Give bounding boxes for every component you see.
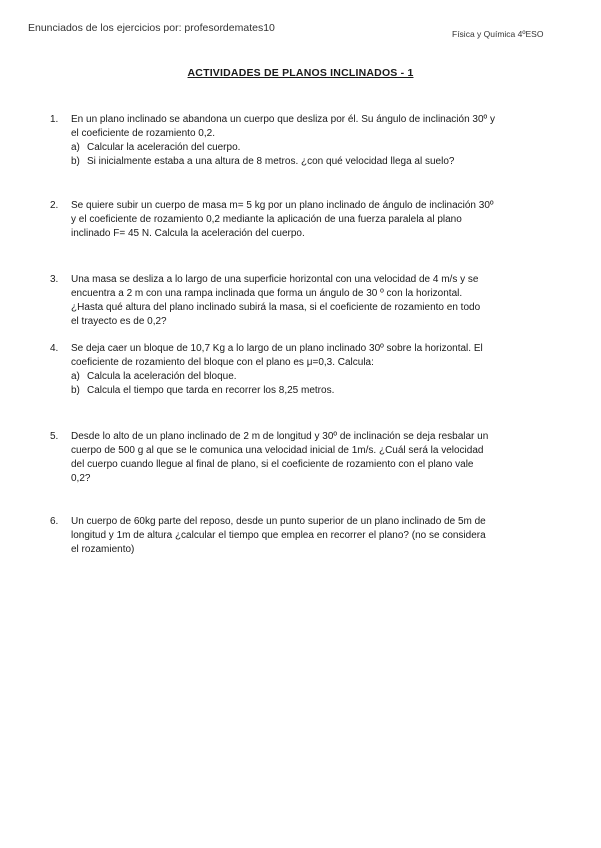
- exercise-subitem-a: a) Calcula la aceleración del bloque.: [71, 371, 237, 382]
- exercise-number: 5.: [50, 431, 59, 442]
- exercise-text-line: el rozamiento): [71, 544, 135, 555]
- exercise-text-line: del cuerpo cuando llegue al final de plano, si el coeficiente de rozamiento con el plano vale: [71, 459, 474, 470]
- exercise-2: [50, 199, 570, 241]
- exercise-6: [50, 515, 570, 557]
- exercise-number: 2.: [50, 200, 59, 211]
- exercise-text-line: el trayecto es de 0,2?: [71, 316, 167, 327]
- exercise-text-line: Un cuerpo de 60kg parte del reposo, desde un punto superior de un plano inclinado de 5m de: [71, 516, 486, 527]
- exercise-text-line: Desde lo alto de un plano inclinado de 2 m de longitud y 30º de inclinación se deja resbalar un: [71, 431, 489, 442]
- exercise-subitem-b: b) Calcula el tiempo que tarda en recorrer los 8,25 metros.: [71, 385, 335, 396]
- exercise-text-line: 0,2?: [71, 473, 91, 484]
- document-header-source: Enunciados de los ejercicios por: profesordemates10: [28, 22, 275, 34]
- page-title: ACTIVIDADES DE PLANOS INCLINADOS - 1: [187, 67, 414, 79]
- exercise-3: [50, 273, 570, 329]
- exercise-text-line: coeficiente de rozamiento del bloque con el plano es μ=0,3. Calcula:: [71, 357, 374, 368]
- exercise-text-line: y el coeficiente de rozamiento 0,2 mediante la aplicación de una fuerza paralela al plano: [71, 214, 462, 225]
- exercise-text-line: longitud y 1m de altura ¿calcular el tiempo que emplea en recorrer el plano? (no se considera: [71, 530, 486, 541]
- exercise-text-line: Se deja caer un bloque de 10,7 Kg a lo largo de un plano inclinado 30º sobre la horizontal. El: [71, 343, 483, 354]
- exercise-5: [50, 430, 570, 486]
- exercise-number: 6.: [50, 516, 59, 527]
- exercise-subitem-a: a) Calcular la aceleración del cuerpo.: [71, 142, 241, 153]
- exercise-4: [50, 342, 570, 398]
- exercise-text-line: Una masa se desliza a lo largo de una superficie horizontal con una velocidad de 4 m/s y se: [71, 274, 479, 285]
- exercise-number: 3.: [50, 274, 59, 285]
- exercise-text-line: inclinado F= 45 N. Calcula la aceleración del cuerpo.: [71, 228, 305, 239]
- exercise-text-line: el coeficiente de rozamiento 0,2.: [71, 128, 215, 139]
- exercise-subitem-b: b) Si inicialmente estaba a una altura de 8 metros. ¿con qué velocidad llega al suelo?: [71, 156, 455, 167]
- exercise-number: 1.: [50, 114, 59, 125]
- document-header-subject: Física y Química 4ºESO: [452, 29, 544, 39]
- exercise-text-line: cuerpo de 500 g al que se le comunica una velocidad inicial de 1m/s. ¿Cuál será la velocidad: [71, 445, 484, 456]
- exercise-text-line: encuentra a 2 m con una rampa inclinada que forma un ángulo de 30 º con la horizontal.: [71, 288, 463, 299]
- exercise-1: [50, 113, 570, 169]
- exercise-text-line: En un plano inclinado se abandona un cuerpo que desliza por él. Su ángulo de inclinación 30º y: [71, 114, 495, 125]
- exercise-number: 4.: [50, 343, 59, 354]
- exercise-text-line: Se quiere subir un cuerpo de masa m= 5 kg por un plano inclinado de ángulo de inclinación 30º: [71, 200, 494, 211]
- exercise-text-line: ¿Hasta qué altura del plano inclinado subirá la masa, si el coeficiente de rozamiento en todo: [71, 302, 481, 313]
